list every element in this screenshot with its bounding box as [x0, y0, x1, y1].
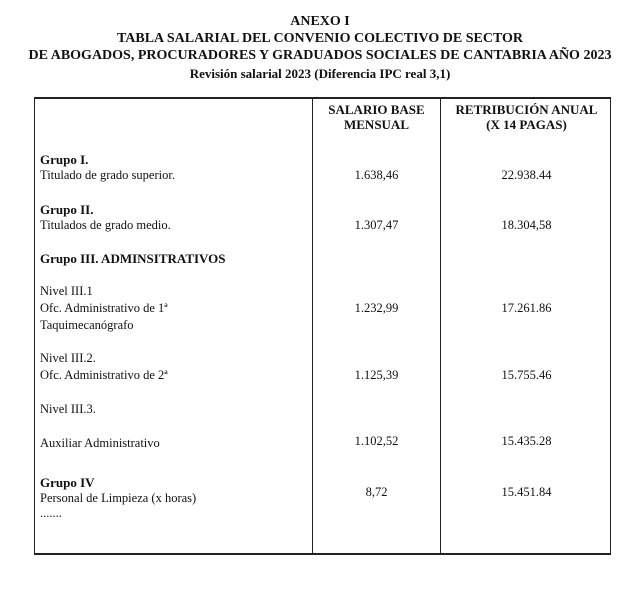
continuation-dots: .......: [40, 506, 62, 520]
category-label: Auxiliar Administrativo: [40, 436, 160, 450]
group-title: Grupo IV: [40, 475, 95, 490]
category-label: Ofc. Administrativo de 2ª: [40, 368, 168, 382]
column-header-annual-pay: [441, 102, 612, 132]
group-title: Grupo III. ADMINSITRATIVOS: [40, 251, 226, 266]
monthly-salary-value: 8,72: [365, 485, 388, 499]
level-label: Nivel III.1: [40, 284, 93, 298]
level-label: Nivel III.2.: [40, 351, 96, 365]
table-title: TABLA SALARIAL DEL CONVENIO COLECTIVO DE SECTOR: [116, 31, 524, 46]
annual-pay-value: 17.261.86: [501, 301, 552, 315]
column-header-line: MENSUAL: [343, 117, 409, 132]
annual-pay-value: 15.451.84: [501, 485, 552, 499]
level-label: Nivel III.3.: [40, 402, 96, 416]
annual-pay-value: 15.755.46: [501, 368, 552, 382]
category-label: Titulado de grado superior.: [40, 168, 175, 182]
annual-pay-value: 22.938.44: [501, 168, 552, 182]
revision-subtitle: Revisión salarial 2023 (Diferencia IPC real 3,1): [189, 66, 451, 81]
annex-title: ANEXO I: [290, 14, 350, 29]
group-title: Grupo II.: [40, 202, 94, 217]
monthly-salary-value: 1.125,39: [354, 368, 399, 382]
monthly-salary-value: 1.232,99: [354, 301, 399, 315]
monthly-salary-value: 1.638,46: [354, 168, 399, 182]
annual-pay-value: 18.304,58: [501, 218, 552, 232]
category-label: Ofc. Administrativo de 1ª: [40, 301, 168, 315]
column-header-line: SALARIO BASE: [328, 102, 425, 117]
category-label: Personal de Limpieza (x horas): [40, 491, 197, 505]
annual-pay-value: 15.435.28: [501, 434, 552, 448]
salary-table: [34, 97, 611, 555]
group-title: Grupo I.: [40, 152, 89, 167]
category-label: Titulados de grado medio.: [40, 218, 171, 232]
monthly-salary-value: 1.307,47: [354, 218, 399, 232]
column-header-line: RETRIBUCIÓN ANUAL: [455, 102, 598, 117]
sector-title: DE ABOGADOS, PROCURADORES Y GRADUADOS SOCIALES DE CANTABRIA AÑO 2023: [28, 48, 612, 63]
monthly-salary-value: 1.102,52: [354, 434, 399, 448]
column-header-line: (X 14 PAGAS): [486, 117, 567, 132]
category-label: Taquimecanógrafo: [40, 318, 134, 332]
column-header-monthly-salary: [313, 102, 440, 132]
